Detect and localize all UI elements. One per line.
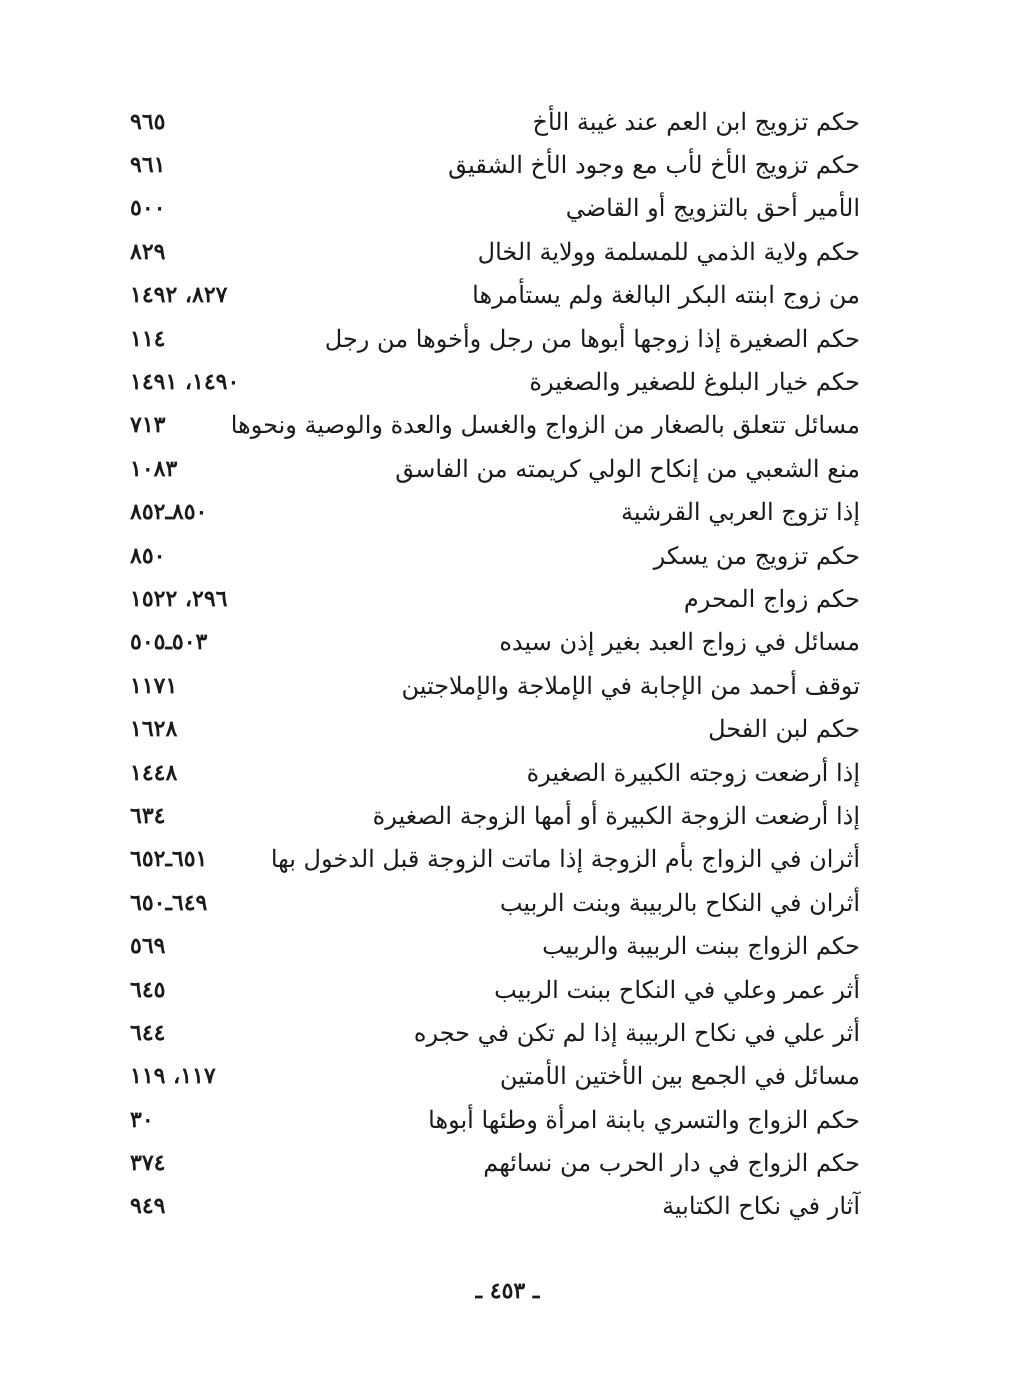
entry-pages: ١٠٨٣	[130, 455, 178, 482]
index-entry	[120, 968, 860, 1011]
index-entry	[120, 838, 860, 881]
entry-title: من زوج ابنته البكر البالغة ولم يستأمرها	[472, 281, 860, 310]
entry-pages: ٦٣٤	[130, 802, 166, 829]
index-entry	[120, 1055, 860, 1098]
entry-pages: ٧١٣	[130, 412, 166, 439]
index-entry	[120, 187, 860, 230]
entry-title: منع الشعبي من إنكاح الولي كريمته من الفاسق	[395, 454, 860, 483]
entry-pages: ١٤٤٨	[130, 759, 178, 786]
index-entry	[120, 317, 860, 360]
index-entry	[120, 143, 860, 186]
index-entry	[120, 230, 860, 273]
entry-pages: ٦٥١ـ٦٥٢	[130, 846, 208, 873]
index-entry	[120, 447, 860, 490]
index-entry	[120, 404, 860, 447]
index-entry	[120, 1098, 860, 1141]
index-entry	[120, 707, 860, 750]
entry-pages: ٨٥٠ـ٨٥٢	[130, 499, 208, 526]
entry-pages: ٣٧٤	[130, 1150, 166, 1177]
entry-title: حكم الزواج في دار الحرب من نسائهم	[483, 1149, 860, 1178]
entry-title: أثران في النكاح بالربيبة وبنت الربيب	[499, 888, 860, 917]
entry-pages: ٥٠٣ـ٥٠٥	[130, 629, 208, 656]
index-entry	[120, 1185, 860, 1228]
index-entry	[120, 1141, 860, 1184]
entry-title: أثران في الزواج بأم الزوجة إذا ماتت الزوجة قبل الدخول بها	[270, 845, 860, 874]
entry-pages: ٩٦١	[130, 152, 166, 179]
entry-title: إذا أرضعت الزوجة الكبيرة أو أمها الزوجة الصغيرة	[372, 801, 860, 830]
entry-title: حكم تزويج من يسكر	[653, 541, 860, 570]
index-entry	[120, 360, 860, 403]
entry-title: حكم الصغيرة إذا زوجها أبوها من رجل وأخوها من رجل	[324, 324, 860, 353]
entry-pages: ١٤٩٠، ١٤٩١	[130, 369, 240, 396]
entry-pages: ٢٩٦، ١٥٢٢	[130, 585, 228, 612]
entry-pages: ٨٢٩	[130, 238, 166, 265]
index-entry	[120, 794, 860, 837]
entry-pages: ١١٤	[130, 325, 166, 352]
entry-title: الأمير أحق بالتزويج أو القاضي	[565, 194, 860, 223]
index-entry	[120, 1011, 860, 1054]
index-entry	[120, 924, 860, 967]
entry-pages: ٥٦٩	[130, 933, 166, 960]
entry-pages: ٣٠	[130, 1106, 154, 1133]
entry-title: حكم زواج المحرم	[683, 584, 860, 613]
entry-title: أثر علي في نكاح الربيبة إذا لم تكن في حجره	[413, 1018, 860, 1047]
index-entry	[120, 751, 860, 794]
index-entry	[120, 664, 860, 707]
index-entry	[120, 274, 860, 317]
entry-title: مسائل في الجمع بين الأختين الأمتين	[499, 1062, 860, 1091]
index-entry	[120, 621, 860, 664]
entry-title: حكم لبن الفحل	[708, 715, 860, 744]
entry-title: إذا أرضعت زوجته الكبيرة الصغيرة	[526, 758, 860, 787]
entry-pages: ٥٠٠	[130, 195, 166, 222]
entry-pages: ١١٧، ١١٩	[130, 1063, 216, 1090]
entry-title: توقف أحمد من الإجابة في الإملاجة والإملاجتين	[401, 671, 860, 700]
index-entry	[120, 577, 860, 620]
index-list	[120, 100, 860, 1228]
entry-pages: ٨٢٧، ١٤٩٢	[130, 282, 228, 309]
entry-title: آثار في نكاح الكتابية	[662, 1192, 860, 1221]
entry-title: حكم خيار البلوغ للصغير والصغيرة	[529, 368, 860, 397]
entry-title: حكم الزواج ببنت الربيبة والربيب	[542, 932, 860, 961]
entry-pages: ٦٤٥	[130, 976, 166, 1003]
entry-title: مسائل في زواج العبد بغير إذن سيده	[499, 628, 860, 657]
entry-title: إذا تزوج العربي القرشية	[621, 498, 860, 527]
page-number: ـ ٤٥٣ ـ	[475, 1278, 540, 1304]
entry-title: أثر عمر وعلي في النكاح ببنت الربيب	[494, 975, 860, 1004]
entry-title: حكم ولاية الذمي للمسلمة وولاية الخال	[477, 237, 860, 266]
entry-pages: ٦٤٩ـ٦٥٠	[130, 889, 208, 916]
entry-title: حكم الزواج والتسري بابنة امرأة وطئها أبوها	[428, 1105, 860, 1134]
entry-pages: ٩٦٥	[130, 108, 166, 135]
index-entry	[120, 100, 860, 143]
entry-title: حكم تزويج ابن العم عند غيبة الأخ	[532, 107, 860, 136]
entry-pages: ٩٤٩	[130, 1193, 166, 1220]
index-entry	[120, 534, 860, 577]
entry-pages: ٦٤٤	[130, 1019, 166, 1046]
entry-pages: ٨٥٠	[130, 542, 166, 569]
index-entry	[120, 881, 860, 924]
index-entry	[120, 491, 860, 534]
entry-pages: ١١٧١	[130, 672, 178, 699]
entry-pages: ١٦٢٨	[130, 716, 178, 743]
entry-title: مسائل تتعلق بالصغار من الزواج والغسل والعدة والوصية ونحوها	[230, 411, 860, 440]
entry-title: حكم تزويج الأخ لأب مع وجود الأخ الشقيق	[448, 151, 860, 180]
